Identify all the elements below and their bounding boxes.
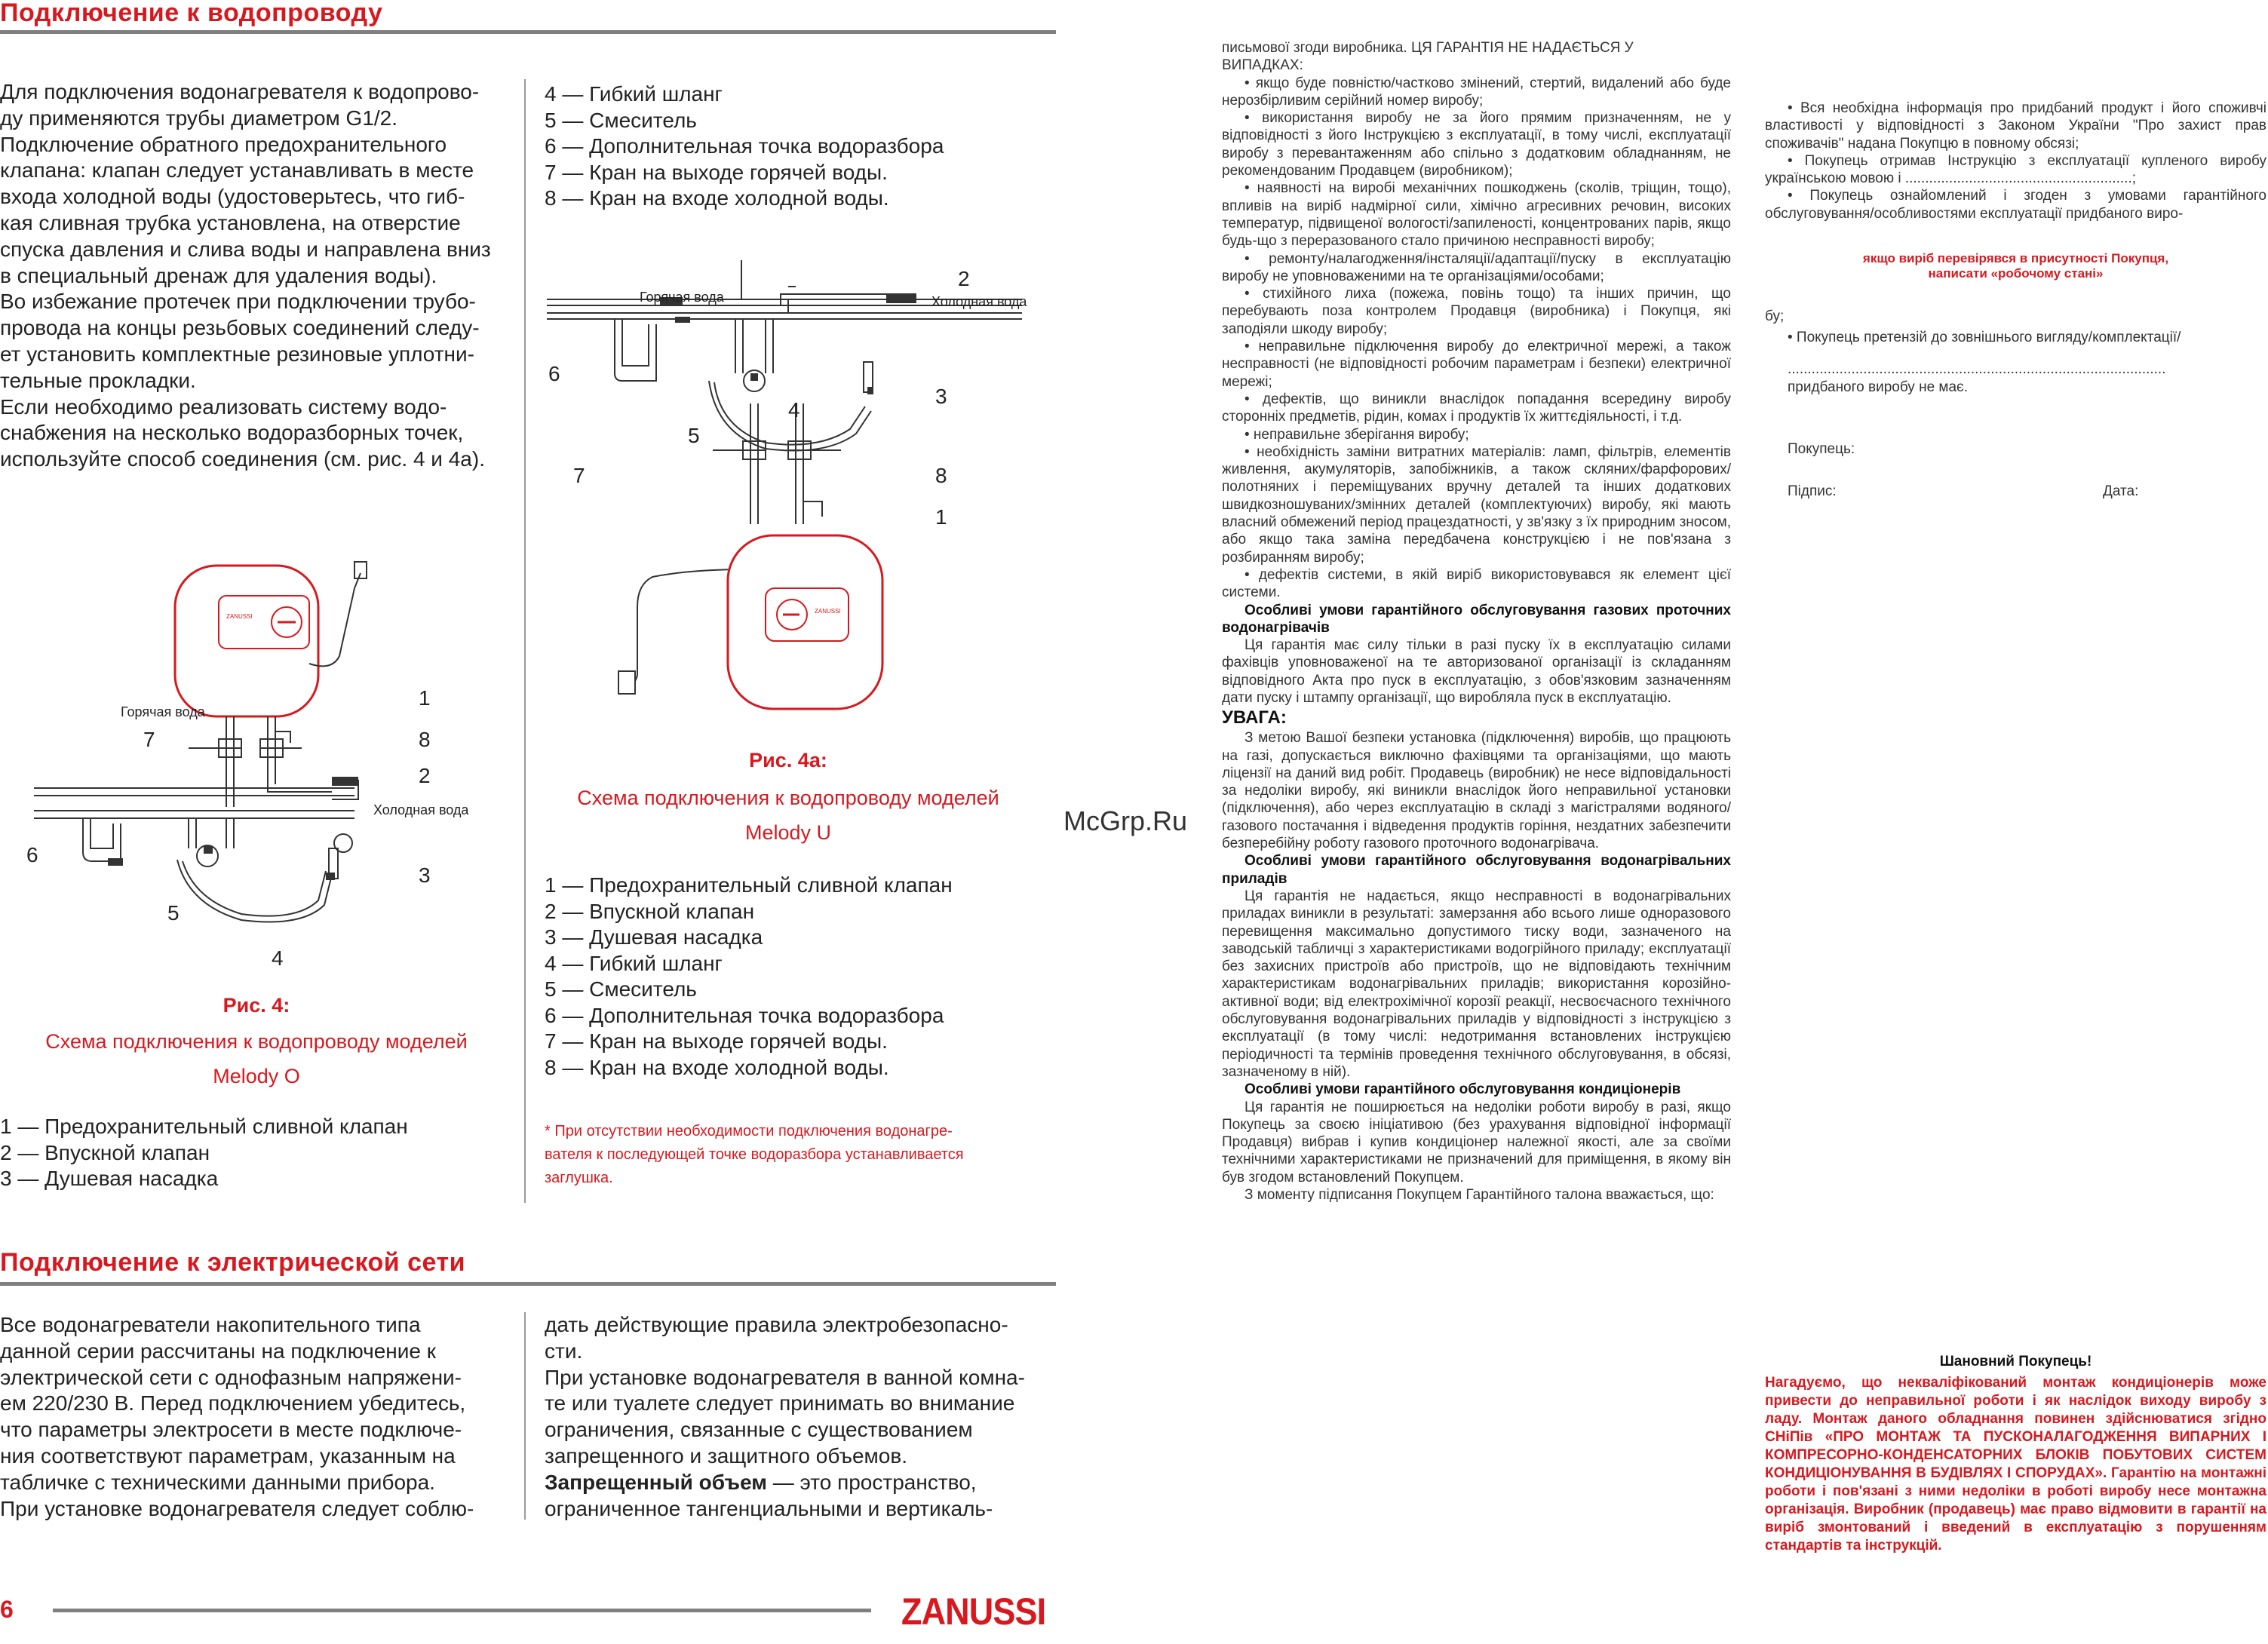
legend-item: 1 — Предохранительный сливной клапан — [545, 873, 953, 897]
heading-rule — [0, 1282, 1056, 1286]
text-line: ВИПАДКАХ: — [1222, 57, 1303, 74]
intro-line: снабжения на несколько водоразборных точек, — [0, 421, 464, 445]
callout-7: 7 — [143, 728, 155, 751]
callout-3: 3 — [419, 863, 431, 887]
buyer-label: Покупець: — [1788, 441, 1855, 457]
legend-item: 5 — Смеситель — [545, 977, 697, 1001]
closing-text: З моменту підписання Покупцем Гарантійного талона вважається, що: — [1244, 1187, 1714, 1203]
fig4a-caption-line1: Схема подключения к водопроводу моделей — [577, 787, 999, 809]
legend-item: 3 — Душевая насадка — [0, 1167, 219, 1190]
section-heading-electric: Подключение к электрической сети — [0, 1248, 466, 1277]
no-claims: • Покупець претензій до зовнішнього вигляду/комплектації/ — [1788, 330, 2181, 345]
electric-col2 — [545, 1312, 1057, 1522]
dear-text: Нагадуємо, що некваліфікований монтаж кондиціонерів може привести до неправильної роботи і як наслідок виходу виробу з ладу. Монтаж даного обладнання повинен здійснюватися згідно СНіПів «ПРО МОНТАЖ ТА ПУСКОНАЛАГОДЖЕННЯ ВИПАРНИХ І КОМПРЕСОРНО-КОНДЕНСАТОРНИХ БЛОКІВ ПОБУТОВИХ СИСТЕМ КОНДИЦІОНУВАННЯ В БУДІВЛЯХ І СПОРУДАХ». Гарантію на монтажні роботи і пов'язані з ними недоліки в роботі виробу несе монтажна організація. Виробник (продавець) має право відмовити в гарантії на виріб змонтований і введений в експлуатацію з порушенням стандартів та інструкцій. — [1765, 1375, 2266, 1554]
callout-2: 2 — [419, 764, 431, 787]
callout-6: 6 — [26, 843, 38, 866]
warranty-bullet: • стихійного лиха (пожежа, повінь тощо) та інших причин, що перебувають поза контролем Продавця (виробника) і Покупця, які заподіяли шкоду виробу; — [1222, 286, 1731, 337]
text-line: Все водонагреватели накопительного типа — [0, 1313, 421, 1336]
warning-heading: УВАГА: — [1222, 707, 1287, 728]
legend-item: 3 — Душевая насадка — [545, 925, 763, 949]
text-line: данной серии рассчитаны на подключение к — [0, 1339, 436, 1363]
callout-8: 8 — [419, 728, 431, 751]
footer-rule — [53, 1609, 871, 1612]
text-line: ограниченное тангенциальными и вертикаль- — [545, 1496, 993, 1520]
intro-line: ет установить комплектные резиновые уплотни- — [0, 342, 474, 366]
ack-bullet: • Вся необхідна інформація про придбаний продукт і його споживчі властивості у відповідності з Законом України "Про захист прав споживачів" надана Покупцю в повному обсязі; — [1765, 100, 2266, 152]
legend-item: 1 — Предохранительный сливной клапан — [0, 1115, 408, 1138]
intro-line: тельные прокладки. — [0, 368, 196, 392]
legend-item: 7 — Кран на выходе горячей воды. — [545, 1029, 888, 1053]
callout-2: 2 — [958, 267, 970, 290]
dear-title: Шановний Покупець! — [1939, 1354, 2092, 1369]
ac-text: Ця гарантія не поширюється на недоліки роботи виробу в разі, якщо Покупець за своєю ініціативою (без урахування відповідної інформації Продавця) вибрав і купив кондиціонер належної якості, але за своїми технічними характеристиками не призначений для приміщення, в якому він був згодом встановлений Покупцем. — [1222, 1099, 1731, 1185]
legend-item: 2 — Впускной клапан — [545, 899, 755, 923]
legend-item: 8 — Кран на входе холодной воды. — [545, 186, 889, 210]
gas-heading: Особливі умови гарантійного обслуговування газових проточних водонагрівачів — [1222, 602, 1731, 636]
text-line — [545, 1470, 1057, 1496]
text-line: дать действующие правила электробезопасно- — [545, 1313, 1008, 1336]
fig4-caption-line1: Схема подключения к водопроводу моделей — [45, 1030, 468, 1053]
heading-rule — [0, 30, 1056, 34]
text-line: электрической сети с однофазным напряжени- — [0, 1365, 462, 1389]
legend-item: 2 — Впускной клапан — [0, 1140, 210, 1164]
acknowledgement-column — [1765, 100, 2266, 222]
red-note-line: якщо виріб перевірявся в присутності Покупця, — [1862, 251, 2169, 265]
callout-4: 4 — [788, 398, 800, 422]
watermark: McGrp.Ru — [1063, 805, 1188, 836]
hot-water-label: Горячая вода — [121, 704, 205, 719]
fig4a-caption-line2: Melody U — [744, 821, 832, 844]
forbidden-zone-rest: — это пространство, — [766, 1470, 977, 1494]
footnote-line: заглушка. — [545, 1170, 613, 1186]
warranty-bullet: • дефектів системи, в якій виріб використовувався як елемент цієї системи. — [1222, 566, 1731, 601]
intro-line: Подключение обратного предохранительного — [0, 132, 447, 156]
page-number: 6 — [0, 1596, 14, 1623]
intro-line: Для подключения водонагревателя к водопрово- — [0, 80, 480, 103]
intro-line: используйте способ соединения (см. рис. 4 и 4а). — [0, 447, 485, 471]
section-heading-water: Подключение к водопроводу — [0, 0, 383, 27]
fig4-caption-title: Рис. 4: — [223, 994, 290, 1017]
intro-line: в специальный дренаж для удаления воды). — [0, 263, 437, 287]
callout-8: 8 — [935, 464, 947, 487]
warranty-bullet: • неправильне зберігання виробу; — [1244, 426, 1469, 443]
warranty-bullet: • ремонту/налагодження/інсталяції/адаптації/пуску в експлуатацію виробу не уповноваженими на те організаціями/особами; — [1222, 250, 1731, 284]
heater-brand-mark: ZANUSSI — [815, 608, 841, 615]
electric-col1 — [0, 1312, 513, 1522]
forbidden-zone-term: Запрещенный объем — [545, 1470, 767, 1494]
legend-item: 4 — Гибкий шланг — [545, 82, 723, 106]
legend-top — [545, 81, 944, 212]
fig4a-caption-title: Рис. 4а: — [749, 749, 827, 771]
red-note — [1765, 251, 2266, 281]
dotted-line: ............................................................................................... — [1788, 361, 2166, 377]
intro-text — [0, 79, 513, 473]
intro-line: провода на концы резьбовых соединений следу- — [0, 316, 480, 340]
text-line: что параметры электросети в месте подключе- — [0, 1418, 462, 1442]
text-line: ограничения, связанные с существованием — [545, 1418, 973, 1442]
text-line: письмової згоди виробника. ЦЯ ГАРАНТІЯ НЕ НАДАЄТЬСЯ У — [1222, 40, 1634, 56]
warranty-bullet: • неправильне підключення виробу до електричної мережі, а також несправності (не відповідності робочим параметрам і безпеки) електричної мережі; — [1222, 339, 1731, 390]
fig4a-legend — [545, 873, 953, 1081]
no-claims-end: придбаного виробу не має. — [1788, 379, 1969, 395]
by-text: бу; — [1765, 308, 1785, 324]
intro-line: Во избежание протечек при подключении трубо- — [0, 290, 476, 314]
intro-line: клапана: клапан следует устанавливать в месте — [0, 158, 474, 182]
legend-item: 8 — Кран на входе холодной воды. — [545, 1055, 889, 1079]
text-line: запрещенного и защитного объемов. — [545, 1443, 908, 1468]
fig4-legend — [0, 1114, 408, 1192]
legend-item: 4 — Гибкий шланг — [545, 951, 723, 975]
ac-heading: Особливі умови гарантійного обслуговування кондиціонерів — [1244, 1081, 1681, 1098]
warranty-text — [1222, 39, 1731, 1204]
callout-6: 6 — [548, 362, 560, 385]
heater-text: Ця гарантія не надається, якщо несправності в водонагрівальних приладах виникли в результаті: замерзання або всього лише одноразового перевищення максимально допустимого тиску води, зазначеного на заводській табличці з характеристиками водогрійного приладу; експлуатації без захисних пристроїв або пристроїв, що не відповідають технічним характеристикам водонагрівальних приладів; використання корозійно-активної води; від електрохімічної корозії реакції, несвоєчасного технічного обслуговування водонагрівальних приладів у відповідності з інструкцією з експлуатації (в тому числі: недотримання встановлених інструкцією періодичності та термінів проведення технічного обслуговування, в обсязі, зазначеному в ній). — [1222, 888, 1731, 1080]
warranty-bullet: • якщо буде повністю/частково змінений, стертий, видалений або буде нерозбірливим серійний номер виробу; — [1222, 75, 1731, 109]
brand-logo: ZANUSSI — [901, 1590, 1046, 1633]
heater-heading: Особливі умови гарантійного обслуговування водонагрівальних приладів — [1222, 853, 1731, 887]
legend-item: 6 — Дополнительная точка водоразбора — [545, 134, 944, 158]
intro-line: кая сливная трубка установлена, на отверстие — [0, 210, 461, 235]
callout-7: 7 — [573, 464, 585, 487]
legend-item: 5 — Смеситель — [545, 108, 697, 132]
warranty-bullet: • використання виробу не за його прямим призначенням, не у відповідності з його Інструкцією з експлуатації, в тому числі, експлуатації виробу з перевантаженням або спільно з додатковим обладнанням, не рекомендованим Продавцем (виробником); — [1222, 110, 1731, 179]
warranty-bullet: • наявності на виробі механічних пошкоджень (сколів, тріщин, тощо), впливів на виріб надмірної сили, хімічно агресивних речовин, високих температур, підвищеної вологості/запиленості, концентрованих парів, якщо будь-що з переразованого стало причиною несправності виробу; — [1222, 180, 1731, 250]
warning-text: З метою Вашої безпеки установка (підключення) виробів, що працюють на газі, допускається виключно фахівцями та організаціями, що мають ліцензії на даний вид робіт. Продавець (виробник) не несе відповідальності за недоліки виробу, які виникли внаслідок його неправильної установки (підключення), або через експлуатацію в складі з магістралями водяного/газового постачання і відведення продуктів горіння, нездатних забезпечити безперебійну роботу газового проточного водонагрівача. — [1222, 730, 1731, 852]
legend-item: 7 — Кран на выходе горячей воды. — [545, 160, 888, 184]
intro-line: ду применяются трубы диаметром G1/2. — [0, 106, 398, 130]
heater-brand-mark: ZANUSSI — [226, 613, 253, 620]
hot-water-label: Горячая вода — [640, 290, 724, 305]
text-line: ния соответствуют параметрам, указанным на — [0, 1443, 456, 1468]
intro-line: Если необходимо реализовать систему водо- — [0, 394, 447, 419]
text-line: те или туалете следует принимать во внимание — [545, 1391, 1015, 1415]
cold-water-label: Холодная вода — [373, 802, 469, 817]
warranty-bullet: • необхідність заміни витратних матеріалів: ламп, фільтрів, елементів живлення, акумуляторів, запобіжників, а також скляних/фарфорових/полотняних і переміщуваних вручну деталей та інших додаткових швидкозношуваних/змінних деталей (комплектуючих) виробу, які мають власний обмежений період працездатності, у зв'язку з їх природним зносом, або якщо така заміна передбачена конструкцією і не пов'язана з розбиранням виробу; — [1222, 443, 1731, 566]
figure-4a-diagram — [539, 253, 1037, 735]
text-line: При установке водонагревателя следует соблю- — [0, 1496, 474, 1520]
warranty-bullet: • дефектів, що виникли внаслідок попадання всередину виробу сторонніх предметів, рідин, комах і продуктів їх життєдіяльності, і т.д. — [1222, 391, 1731, 425]
ack-bullet: • Покупець ознайомлений і згоден з умовами гарантійного обслуговування/особливостями експлуатації придбаного виро- — [1765, 188, 2266, 222]
text-line: При установке водонагревателя в ванной комна- — [545, 1365, 1025, 1389]
column-divider — [524, 79, 526, 1203]
callout-1: 1 — [935, 505, 947, 529]
text-line: табличке с техническими данными прибора. — [0, 1470, 435, 1494]
figure-4-diagram — [0, 551, 513, 980]
callout-3: 3 — [935, 385, 947, 408]
date-label: Дата: — [2103, 483, 2139, 499]
callout-5: 5 — [167, 901, 180, 925]
legend-item: 6 — Дополнительная точка водоразбора — [545, 1003, 944, 1027]
column-divider — [524, 1312, 526, 1520]
ack-bullet: • Покупець отримав Інструкцію з експлуатації купленого виробу українською мовою і .........................................................; — [1765, 152, 2266, 187]
callout-5: 5 — [688, 424, 700, 447]
text-line: ем 220/230 В. Перед подключением убедитесь, — [0, 1391, 466, 1415]
intro-line: входа холодной воды (удостоверьтесь, что гиб- — [0, 185, 465, 209]
callout-1: 1 — [419, 686, 431, 710]
red-note-line: написати «робочому стані» — [1928, 266, 2104, 281]
footnote-line: вателя к последующей точке водоразбора устанавливается — [545, 1146, 964, 1163]
text-line: сти. — [545, 1339, 583, 1363]
fig4-caption-line2: Melody O — [213, 1065, 300, 1087]
signature-label: Підпис: — [1788, 483, 1837, 499]
callout-4: 4 — [272, 946, 284, 970]
gas-text: Ця гарантія має силу тільки в разі пуску їх в експлуатацію силами фахівців уповноваженої на те авторизованої організації із складанням відповідного Акта про пуск в експлуатацію, з обов'язковим зазначенням дати пуску і штампу організації, що виробляла пуск в експлуатацію. — [1222, 637, 1731, 706]
footnote — [545, 1120, 1057, 1190]
intro-line: спуска давления и слива воды и направлена вниз — [0, 237, 491, 261]
cold-water-label: Холодная вода — [931, 294, 1027, 309]
footnote-line: * При отсутствии необходимости подключения водонагре- — [545, 1123, 953, 1139]
